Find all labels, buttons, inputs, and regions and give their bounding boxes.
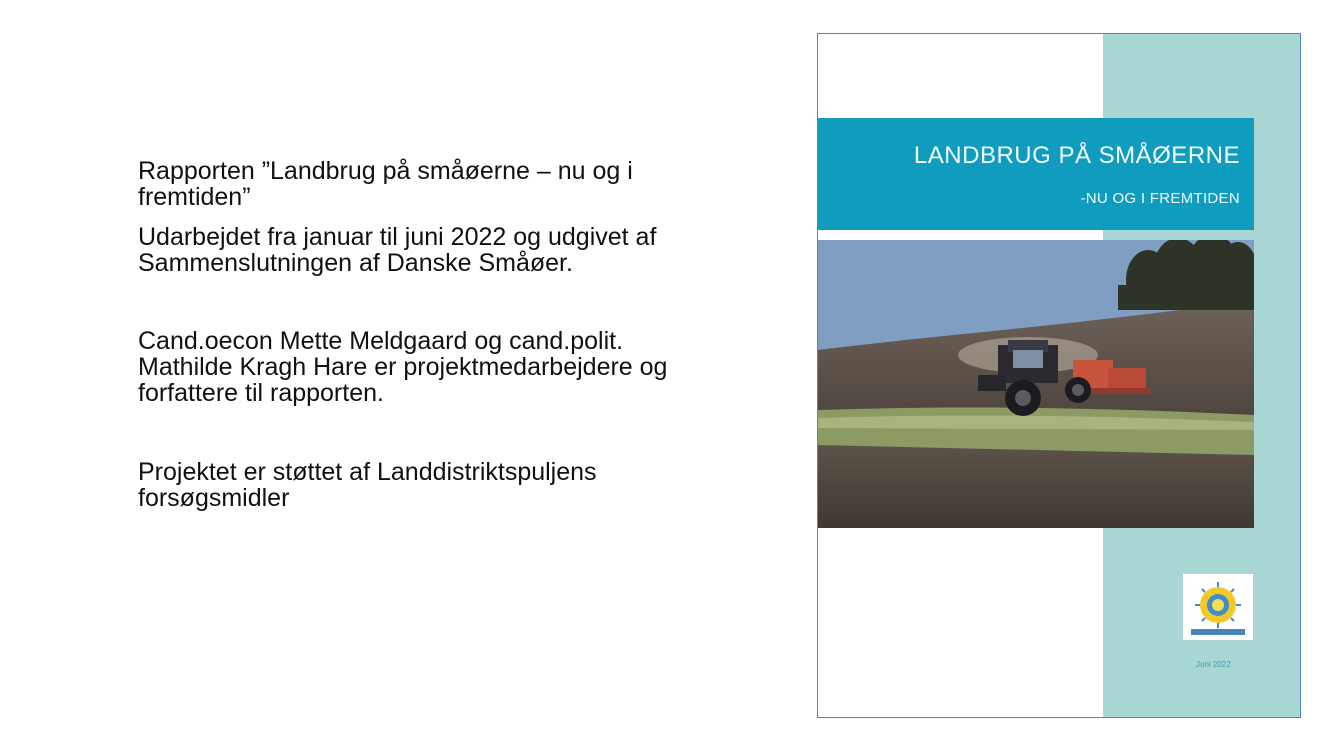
funding-paragraph: Projektet er støttet af Landdistriktspuljens forsøgsmidler [138,458,597,512]
tractor-field-photo [818,240,1254,528]
report-cover [817,33,1301,718]
cover-subtitle: -NU OG I FREMTIDEN [1080,190,1240,207]
publication-info-paragraph: Udarbejdet fra januar til juni 2022 og udgivet af Sammenslutningen af Danske Småøer. [138,223,657,277]
sun-emblem-icon [1183,574,1253,640]
cover-date: Juni 2022 [1196,660,1231,669]
report-title-paragraph: Rapporten ”Landbrug på småøerne – nu og i fremtiden” [138,157,633,211]
slide-text [138,158,758,511]
cover-title: LANDBRUG PÅ SMÅØERNE [913,142,1240,169]
danske-smaaoer-logo [1183,574,1253,640]
cover-title-band [818,118,1254,230]
authors-paragraph: Cand.oecon Mette Meldgaard og cand.polit. Mathilde Kragh Hare er projektmedarbejdere og forfattere til rapporten. [138,327,668,407]
